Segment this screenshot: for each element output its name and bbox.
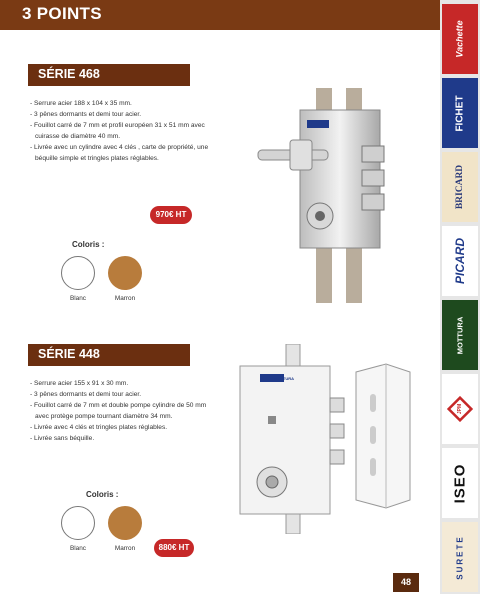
- color-swatch-white[interactable]: [61, 256, 95, 290]
- brand-iseo-logo[interactable]: ISEO: [442, 448, 478, 518]
- series-468-lock-image: [250, 88, 400, 303]
- mottura-label: MOTTURA: [274, 376, 294, 381]
- swatch-label-white: Blanc: [70, 545, 86, 552]
- feature-item: - 3 pênes dormants et demi tour acier.: [30, 109, 220, 120]
- color-swatch-brown[interactable]: [108, 256, 142, 290]
- brand-surete-logo[interactable]: SURETE: [442, 522, 478, 592]
- series-448-coloris-label: Coloris :: [86, 490, 119, 499]
- brand-fichet-logo[interactable]: FICHET: [442, 78, 478, 148]
- color-swatch-brown[interactable]: [108, 506, 142, 540]
- page-title: 3 POINTS: [22, 4, 102, 23]
- series-448-title: SÉRIE 448: [38, 347, 100, 361]
- swatch-label-brown: Marron: [114, 545, 136, 552]
- feature-item: - Livrée avec un cylindre avec 4 clés , carte de propriété, une béquille simple et tringles plates réglables.: [30, 142, 220, 164]
- swatch-label-brown: Marron: [114, 295, 136, 302]
- brand-vachette-logo[interactable]: Vachette: [442, 4, 478, 74]
- brand-picard-logo[interactable]: PICARD: [442, 226, 478, 296]
- series-468-features: [30, 98, 220, 164]
- swatch-label-white: Blanc: [70, 295, 86, 302]
- feature-item: - Fouillot carré de 7 mm et double pompe cylindre de 50 mm avec protège pompe tournant diamètre 34 mm.: [30, 400, 220, 422]
- feature-item: - Livrée sans béquille.: [30, 433, 220, 444]
- brand-jpm-logo[interactable]: JPM: [442, 374, 478, 444]
- brand-bricard-logo[interactable]: BRICARD: [442, 152, 478, 222]
- color-swatch-white[interactable]: [61, 506, 95, 540]
- series-468-title: SÉRIE 468: [38, 67, 100, 81]
- series-448-lock-image: [238, 344, 418, 534]
- series-468-title-bar: [28, 64, 190, 86]
- feature-item: - 3 pênes dormants et demi tour acier.: [30, 389, 220, 400]
- series-448-features: [30, 378, 220, 444]
- brand-sidebar: [440, 0, 480, 594]
- series-468-coloris-label: Coloris :: [72, 240, 105, 249]
- feature-item: - Fouillot carré de 7 mm et profil européen 31 x 51 mm avec cuirasse de diamètre 40 mm.: [30, 120, 220, 142]
- series-448-title-bar: [28, 344, 190, 366]
- feature-item: - Serrure acier 188 x 104 x 35 mm.: [30, 98, 220, 109]
- series-448-price-badge: 880€ HT: [154, 539, 194, 557]
- feature-item: - Livrée avec 4 clés et tringles plates réglables.: [30, 422, 220, 433]
- feature-item: - Serrure acier 155 x 91 x 30 mm.: [30, 378, 220, 389]
- page-header: [0, 0, 440, 30]
- series-468-price-badge: 970€ HT: [150, 206, 192, 224]
- brand-mottura-logo[interactable]: MOTTURA: [442, 300, 478, 370]
- page-number: 48: [393, 573, 419, 592]
